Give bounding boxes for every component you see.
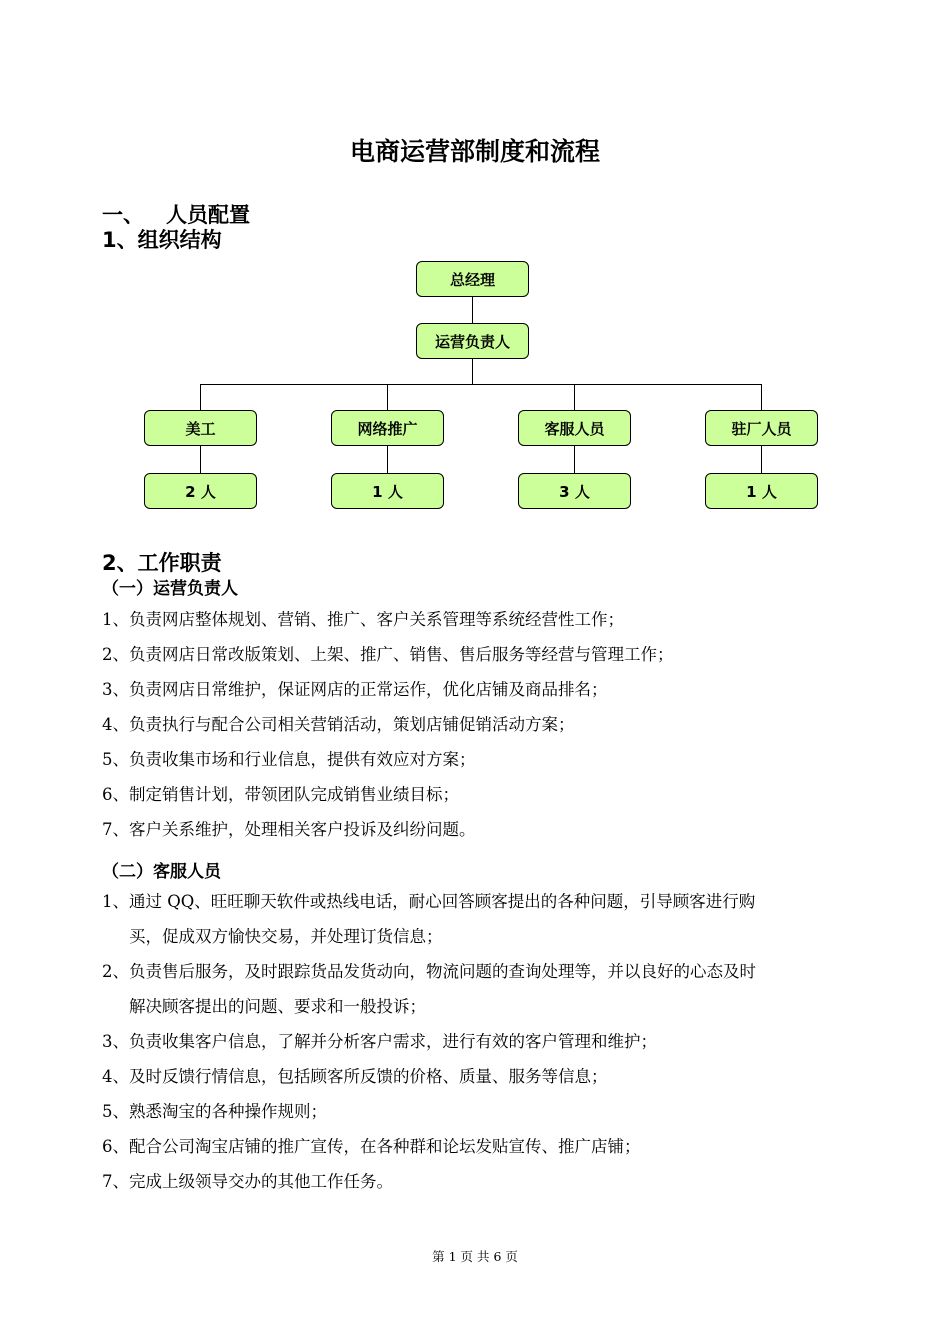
role-heading-operations: （一）运营负责人 [102, 579, 238, 599]
section-title: 人员配置 [166, 203, 250, 227]
list-item: 6、配合公司淘宝店铺的推广宣传，在各种群和论坛发贴宣传、推广店铺； [102, 1137, 641, 1156]
org-connector [472, 359, 473, 385]
page-title: 电商运营部制度和流程 [349, 137, 600, 166]
list-item: 4、负责执行与配合公司相关营销活动，策划店铺促销活动方案； [102, 715, 575, 734]
org-box-promotion: 网络推广 [331, 410, 444, 446]
org-box-designer: 美工 [144, 410, 257, 446]
list-item: 6、制定销售计划，带领团队完成销售业绩目标； [102, 785, 459, 804]
list-item: 7、完成上级领导交办的其他工作任务。 [102, 1172, 393, 1191]
org-connector [472, 297, 473, 323]
section-number: 一、 [102, 203, 144, 227]
list-item-line: 1、通过 QQ、旺旺聊天软件或热线电话，耐心回答顾客提出的各种问题，引导顾客进行购 [102, 892, 756, 911]
org-connector [387, 384, 388, 410]
org-connector [200, 384, 201, 410]
org-connector [761, 446, 762, 473]
org-box-factory-staff: 驻厂人员 [705, 410, 818, 446]
subheading-duties: 2、工作职责 [102, 551, 222, 575]
org-connector [761, 384, 762, 410]
subheading-org-structure: 1、组织结构 [102, 228, 222, 252]
duty-list-operations [102, 602, 847, 847]
list-item: 7、客户关系维护，处理相关客户投诉及纠纷问题。 [102, 820, 476, 839]
list-item: 3、负责收集客户信息，了解并分析客户需求，进行有效的客户管理和维护； [102, 1032, 657, 1051]
list-item: 5、熟悉淘宝的各种操作规则； [102, 1102, 327, 1121]
org-connector [387, 446, 388, 473]
list-item [102, 884, 847, 954]
list-item: 2、负责网店日常改版策划、上架、推广、销售、售后服务等经营与管理工作； [102, 645, 674, 664]
list-item-continuation: 买，促成双方愉快交易，并处理订货信息； [129, 927, 443, 946]
list-item-continuation: 解决顾客提出的问题、要求和一般投诉； [129, 997, 426, 1016]
duty-list-customer-service [102, 884, 847, 1199]
list-item: 4、及时反馈行情信息，包括顾客所反馈的价格、质量、服务等信息； [102, 1067, 608, 1086]
org-count-promotion: 1 人 [331, 473, 444, 509]
list-item [102, 954, 847, 1024]
org-connector [574, 384, 575, 410]
org-count-factory-staff: 1 人 [705, 473, 818, 509]
role-heading-customer-service: （二）客服人员 [102, 862, 221, 882]
org-count-customer-service: 3 人 [518, 473, 631, 509]
list-item: 5、负责收集市场和行业信息，提供有效应对方案； [102, 750, 476, 769]
list-item: 3、负责网店日常维护，保证网店的正常运作，优化店铺及商品排名； [102, 680, 608, 699]
org-count-designer: 2 人 [144, 473, 257, 509]
org-box-operations-lead: 运营负责人 [416, 323, 529, 359]
list-item: 1、负责网店整体规划、营销、推广、客户关系管理等系统经营性工作； [102, 610, 624, 629]
org-connector [574, 446, 575, 473]
org-box-customer-service: 客服人员 [518, 410, 631, 446]
page-footer: 第 1 页 共 6 页 [432, 1249, 518, 1264]
org-connector [200, 446, 201, 473]
list-item-line: 2、负责售后服务，及时跟踪货品发货动向，物流问题的查询处理等，并以良好的心态及时 [102, 962, 756, 981]
org-box-general-manager: 总经理 [416, 261, 529, 297]
org-connector-horizontal [200, 384, 762, 385]
